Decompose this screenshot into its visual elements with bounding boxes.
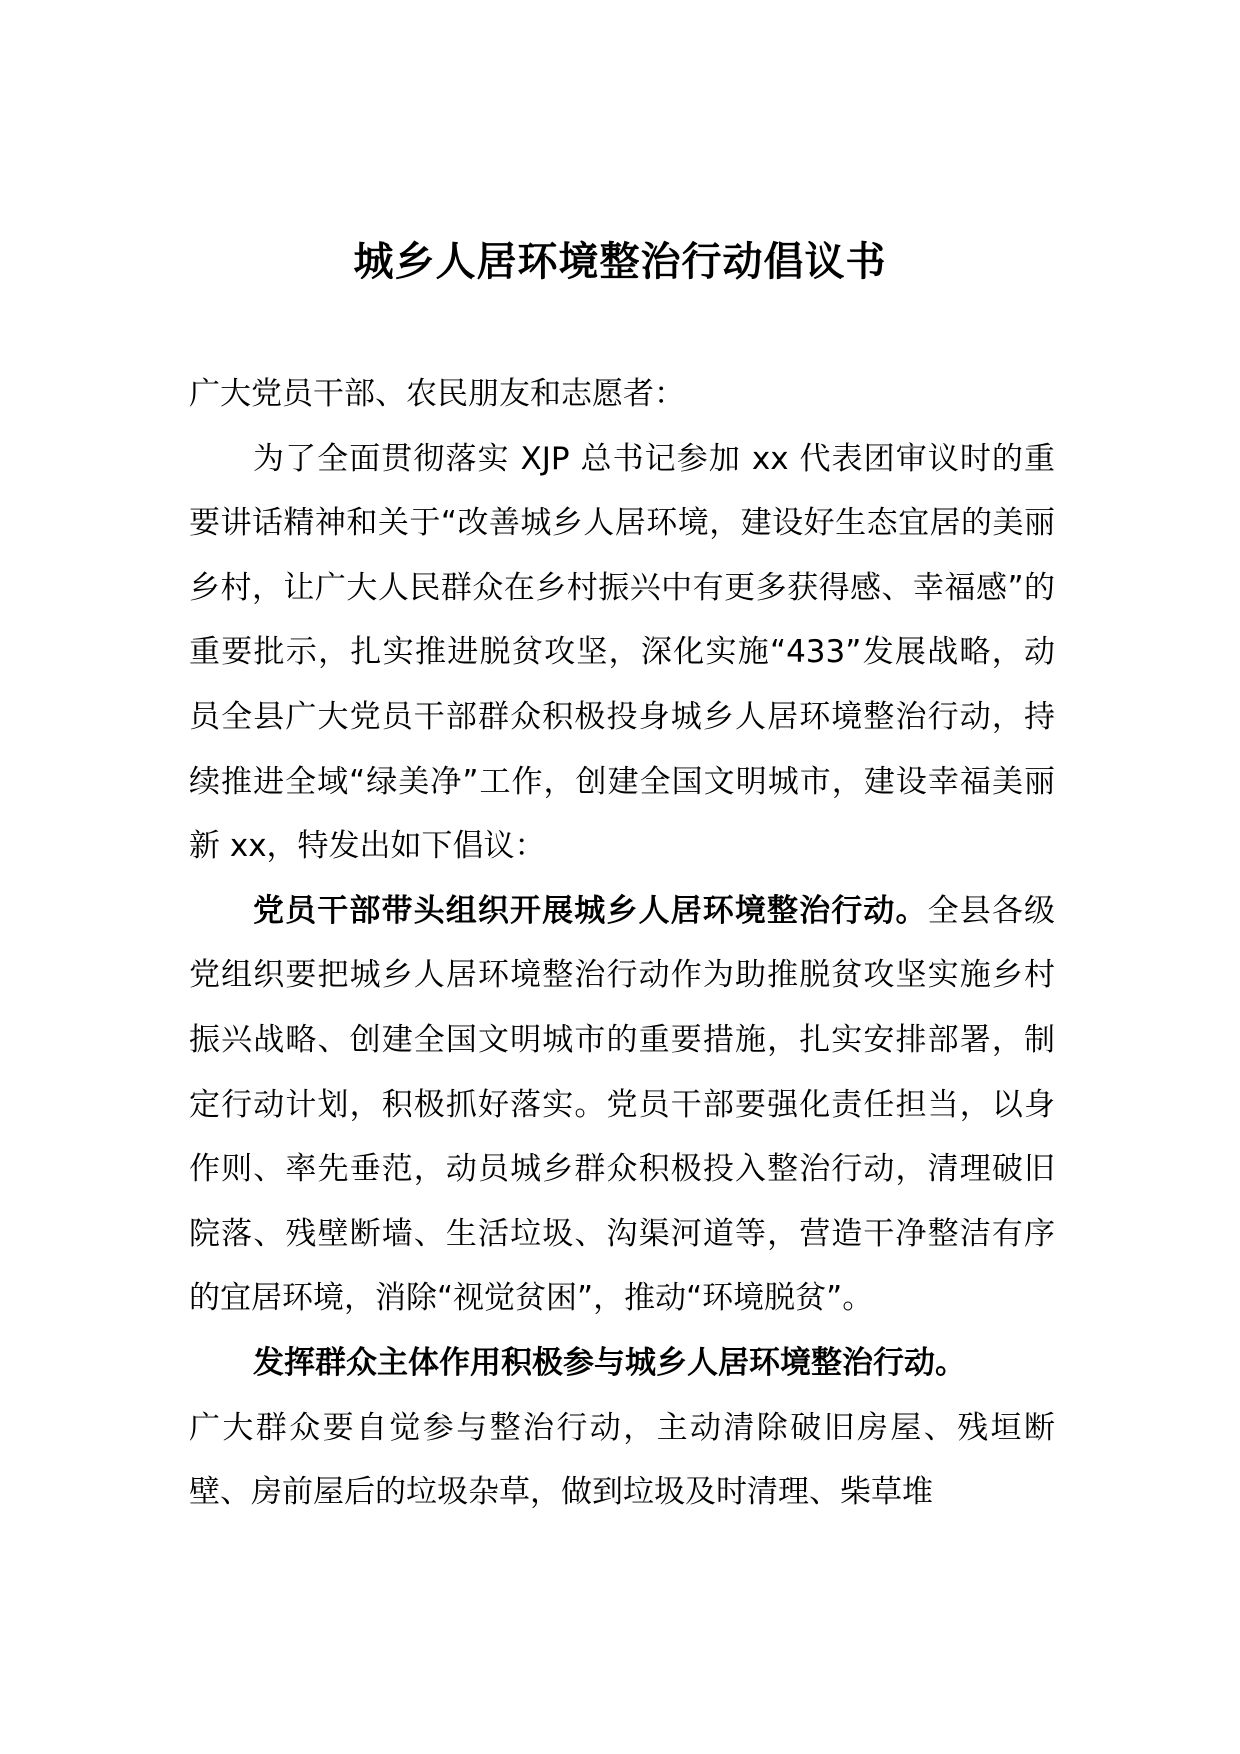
section-1-text: 全县各级党组织要把城乡人居环境整治行动作为助推脱贫攻坚实施乡村振兴战略、创建全国文明城市的重要措施，扎实安排部署，制定行动计划，积极抓好落实。党员干部要强化责任担当，以身作则、率先垂范，动员城乡群众积极投入整治行动，清理破旧院落、残壁断墙、生活垃圾、沟渠河道等，营造干净整洁有序的宜居环境，消除“视觉贫困”，推动“环境脱贫”。 — [189, 892, 1055, 1317]
section-2-text: 广大群众要自觉参与整治行动，主动清除破旧房屋、残垣断壁、房前屋后的垃圾杂草，做到垃圾及时清理、柴草堆 — [189, 1409, 1055, 1511]
section-2-heading-paragraph — [189, 1331, 1055, 1396]
document-title: 城乡人居环境整治行动倡议书 — [353, 239, 887, 285]
section-2-heading: 发挥群众主体作用积极参与城乡人居环境整治行动。 — [253, 1344, 966, 1381]
document-body — [189, 362, 1055, 1525]
intro-paragraph: 为了全面贯彻落实 XJP 总书记参加 xx 代表团审议时的重要讲话精神和关于“改善城乡人居环境，建设好生态宜居的美丽乡村，让广大人民群众在乡村振兴中有更多获得感、幸福感”的重要批示，扎实推进脱贫攻坚，深化实施“433”发展战略，动员全县广大党员干部群众积极投身城乡人居环境整治行动，持续推进全域“绿美净”工作，创建全国文明城市，建设幸福美丽新 xx，特发出如下倡议： — [189, 440, 1055, 865]
section-1-paragraph — [189, 879, 1055, 1331]
salutation: 广大党员干部、农民朋友和志愿者： — [189, 376, 685, 412]
section-1-heading: 党员干部带头组织开展城乡人居环境整治行动。 — [253, 892, 928, 929]
